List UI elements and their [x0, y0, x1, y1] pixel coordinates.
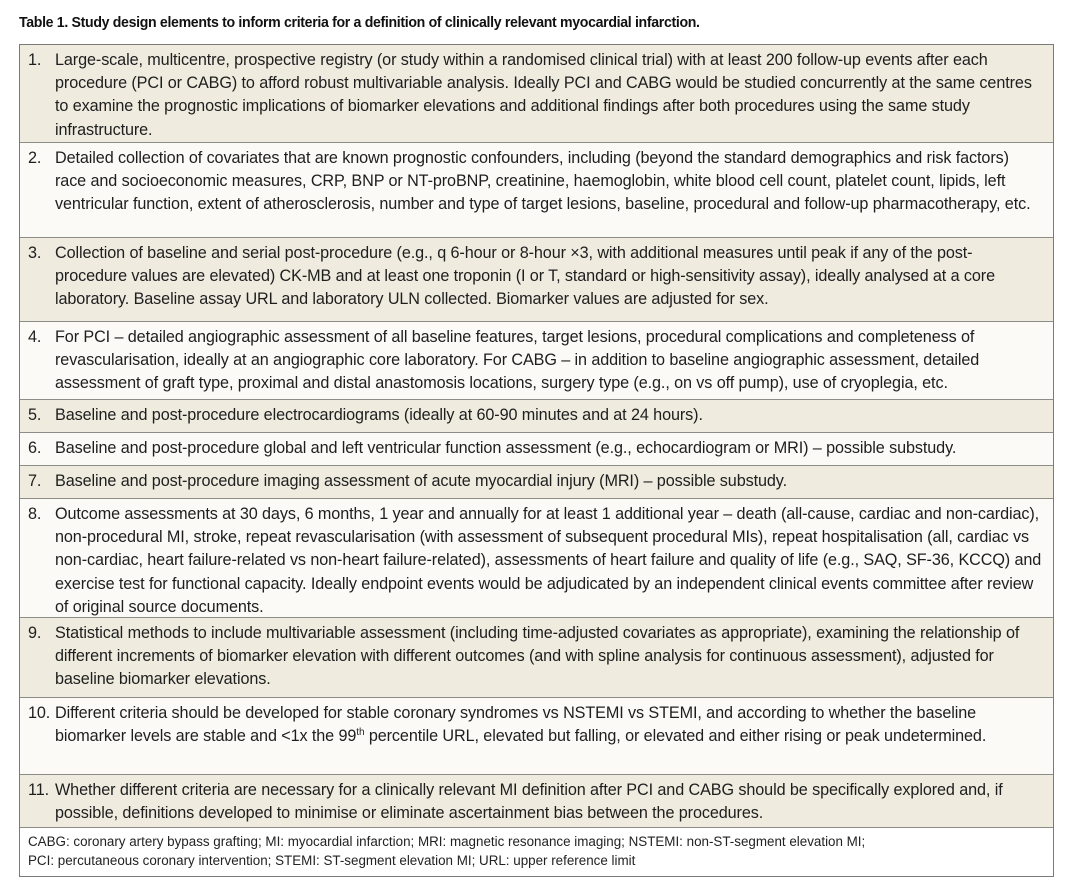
row-number: 8.	[28, 505, 42, 523]
footnote-line: CABG: coronary artery bypass grafting; MI: myocardial infarction; MRI: magnetic resonance imaging; NSTEMI: non-ST-segment elevation MI;	[28, 834, 866, 849]
row-text: Large-scale, multicentre, prospective registry (or study within a randomised clinical trial) with at least 200 follow-up events after each procedure (PCI or CABG) to afford robust multivariable analysis. Ideally PCI and CABG would be studied concurrently at the same centres to examine the prognostic implications of biomarker elevations and additional findings after both procedures using the same study infrastructure.	[55, 51, 1032, 139]
row-number: 3.	[28, 244, 42, 262]
row-number: 9.	[28, 624, 42, 642]
row-text: Baseline and post-procedure global and left ventricular function assessment (e.g., echocardiogram or MRI) – possible substudy.	[55, 439, 957, 457]
row-text: Outcome assessments at 30 days, 6 months, 1 year and annually for at least 1 additional year – death (all-cause, cardiac and non-cardiac), non-procedural MI, stroke, repeat revascularisation (with assessment of subsequent procedural MIs), repeat hospitalisation (all, cardiac vs non-cardiac, heart failure-related vs non-heart failure-related), assessments of heart failure and quality of life (e.g., SAQ, SF-36, KCCQ) and exercise test for functional capacity. Ideally endpoint events would be adjudicated by an independent clinical events committee after review of original source documents.	[55, 505, 1042, 616]
study-design-table	[19, 44, 1054, 877]
table-caption: Table 1. Study design elements to inform criteria for a definition of clinically relevant myocardial infarction.	[19, 14, 700, 31]
row-text: Statistical methods to include multivariable assessment (including time-adjusted covariates as appropriate), examining the relationship of different increments of biomarker elevation with different outcomes (and with spline analysis for continuous assessment), adjusted for baseline biomarker elevations.	[55, 624, 1020, 689]
table-row	[20, 775, 1053, 828]
table-row	[20, 466, 1053, 499]
table-footnote	[20, 828, 1053, 876]
row-text: Baseline and post-procedure electrocardiograms (ideally at 60-90 minutes and at 24 hours).	[55, 406, 703, 424]
row-text: Baseline and post-procedure imaging assessment of acute myocardial injury (MRI) – possible substudy.	[55, 472, 787, 490]
row-number: 5.	[28, 406, 42, 424]
row-number: 4.	[28, 328, 42, 346]
table-row	[20, 618, 1053, 698]
row-text: Whether different criteria are necessary for a clinically relevant MI definition after PCI and CABG should be specifically explored and, if possible, definitions developed to minimise or eliminate ascertainment bias between the procedures.	[55, 781, 1003, 823]
row-text: Collection of baseline and serial post-procedure (e.g., q 6-hour or 8-hour ×3, with additional measures until peak if any of the post-procedure values are elevated) CK-MB and at least one troponin (I or T, standard or high-sensitivity assay), ideally analysed at a core laboratory. Baseline assay URL and laboratory ULN collected. Biomarker values are adjusted for sex.	[55, 244, 995, 309]
table-row	[20, 400, 1053, 433]
row-text-part: percentile URL, elevated but falling, or elevated and either rising or peak undetermined.	[364, 727, 987, 746]
table-row	[20, 698, 1053, 775]
row-number: 7.	[28, 472, 42, 490]
row-number: 2.	[28, 149, 42, 167]
row-number: 10.	[28, 704, 51, 722]
superscript-th: th	[356, 727, 365, 739]
table-row	[20, 499, 1053, 618]
row-text: For PCI – detailed angiographic assessment of all baseline features, target lesions, procedural complications and completeness of revascularisation, ideally at an angiographic core laboratory. For CABG – in addition to baseline angiographic assessment, detailed assessment of graft type, proximal and distal anastomosis locations, surgery type (e.g., on vs off pump), use of cryoplegia, etc.	[55, 328, 980, 393]
table-row	[20, 143, 1053, 238]
row-text: Detailed collection of covariates that are known prognostic confounders, including (beyond the standard demographics and risk factors) race and socioeconomic measures, CRP, BNP or NT-proBNP, creatinine, haemoglobin, white blood cell count, platelet count, lipids, left ventricular function, extent of atherosclerosis, number and type of target lesions, baseline, procedural and follow-up pharmacotherapy, etc.	[55, 149, 1031, 214]
footnote-line: PCI: percutaneous coronary intervention; STEMI: ST-segment elevation MI; URL: upper reference limit	[28, 853, 636, 868]
table-row	[20, 45, 1053, 143]
table-row	[20, 238, 1053, 322]
table-row	[20, 322, 1053, 400]
row-number: 11.	[28, 781, 50, 799]
row-number: 6.	[28, 439, 42, 457]
row-number: 1.	[28, 51, 42, 69]
table-row	[20, 433, 1053, 466]
row-text	[55, 702, 1043, 770]
row-text-part: Different criteria should be developed for stable coronary syndromes vs NSTEMI vs STEMI, and according to whether the baseline biomarker levels are stable and <1x the 99	[55, 704, 977, 746]
